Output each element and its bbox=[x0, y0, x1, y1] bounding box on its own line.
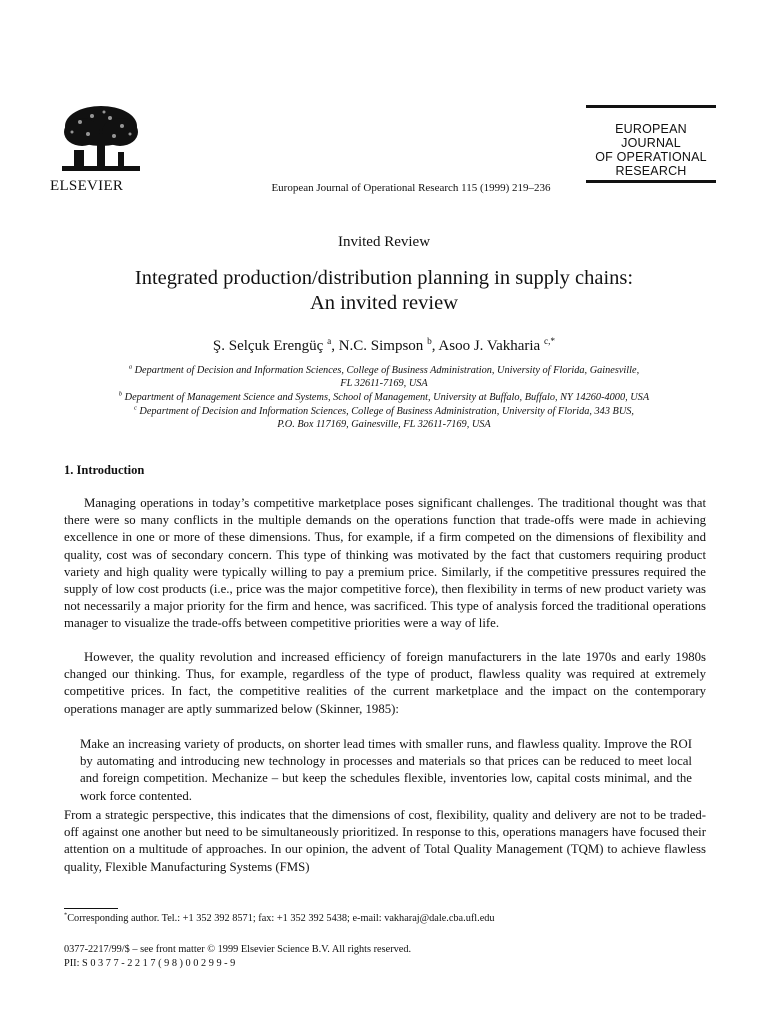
article-type: Invited Review bbox=[337, 234, 431, 250]
journal-logo-line: JOURNAL bbox=[621, 136, 681, 150]
publisher-name: ELSEVIER bbox=[50, 178, 124, 194]
affiliation-c: $^c$ Department of Decision and Information Sciences, College of Business Administration, University of Florida, 343 BUS, P.O. Box 117169, Gainesville, FL 32611-7169, USA bbox=[133, 404, 634, 430]
paragraph-1: Managing operations in today’s competitive marketplace poses significant challenges. The traditional thought was that there were so many conflicts in the multiple demands on the operations function that trade-offs were made in achieving excellence in one or more of these dimensions. Thus, for example, if a firm competed on the dimensions of flexibility and quality, cost was of secondary concern. This type of thinking was motivated by the fact that customers requiring product variety and high quality were typically willing to pay a premium price. Similarly, if the competitive pressures required the supply of low cost products (i.e., price was the major competitive force), then flexibility in terms of new product variety was not necessarily a major priority for the firm and hence, was sacrificed. This type of analysis forced the traditional operations manager to visualize the trade-offs between competitive priorities were a way of life. bbox=[64, 496, 706, 631]
affiliation-a: $^a$ Department of Decision and Information Sciences, College of Business Administration, University of Florida, Gainesville, FL 32611-7169, USA bbox=[128, 363, 640, 389]
copyright-line: 0377-2217/99/$ – see front matter © 1999 Elsevier Science B.V. All rights reserved. bbox=[64, 944, 412, 955]
author-affil-mark: b bbox=[427, 337, 432, 347]
footnote-divider bbox=[64, 908, 118, 909]
author-name: Asoo J. Vakharia bbox=[438, 338, 541, 354]
author-name: Ş. Selçuk Erengüç bbox=[212, 338, 324, 354]
paragraph-2: However, the quality revolution and increased efficiency of foreign manufacturers in the late 1970s and early 1980s changed our thinking. Thus, for example, regardless of the type of product, flawless quality was required at extremely competitive prices. In fact, the competitive realities of the current marketplace and the impact on the contemporary operations manager are aptly summarized below (Skinner, 1985): bbox=[64, 650, 706, 716]
author-affil-mark: a bbox=[327, 337, 332, 347]
author-affil-mark: c,* bbox=[543, 337, 556, 347]
corresponding-footnote: *Corresponding author. Tel.: +1 352 392 8571; fax: +1 352 392 5438; e-mail: vakharaj@dale.cba.ufl.edu bbox=[64, 911, 495, 924]
affiliation-b: $^b$ Department of Management Science and Systems, School of Management, University at Buffalo, Buffalo, NY 14260-4000, USA bbox=[118, 390, 650, 403]
journal-logo-line: EUROPEAN bbox=[615, 122, 687, 136]
journal-logo bbox=[586, 105, 716, 183]
author-list: Ş. Selçuk Erengüç $^a$, N.C. Simpson $^b$, Asoo J. Vakharia $^{c,*}$ bbox=[212, 337, 556, 354]
block-quote: Make an increasing variety of products, on shorter lead times with smaller runs, and flawless quality. Improve the ROI by automating and introducing new technology in processes and materials so that prices can be reduced to meet local and foreign competition. Mechanize – but keep the schedules flexible, inventories low, capital costs minimal, and the work force contented. bbox=[80, 737, 692, 803]
elsevier-tree-logo bbox=[60, 104, 142, 176]
journal-logo-line: OF OPERATIONAL bbox=[595, 150, 707, 164]
journal-citation: European Journal of Operational Research 115 (1999) 219–236 bbox=[271, 182, 551, 194]
journal-logo-line: RESEARCH bbox=[615, 164, 687, 178]
article-title: Integrated production/distribution planning in supply chains: An invited review bbox=[134, 267, 634, 314]
author-name: N.C. Simpson bbox=[338, 338, 424, 354]
paragraph-3: From a strategic perspective, this indicates that the dimensions of cost, flexibility, quality and delivery are not to be traded-off against one another but need to be simultaneously prioritized. In response to this, operations managers have focused their attention on a multitude of approaches. In our opinion, the advent of Total Quality Management (TQM) to achieve flawless quality, Flexible Manufacturing Systems (FMS) bbox=[64, 808, 706, 874]
section-heading: 1. Introduction bbox=[64, 463, 145, 477]
pii-line: PII: S 0 3 7 7 - 2 2 1 7 ( 9 8 ) 0 0 2 9 9 - 9 bbox=[64, 958, 236, 969]
